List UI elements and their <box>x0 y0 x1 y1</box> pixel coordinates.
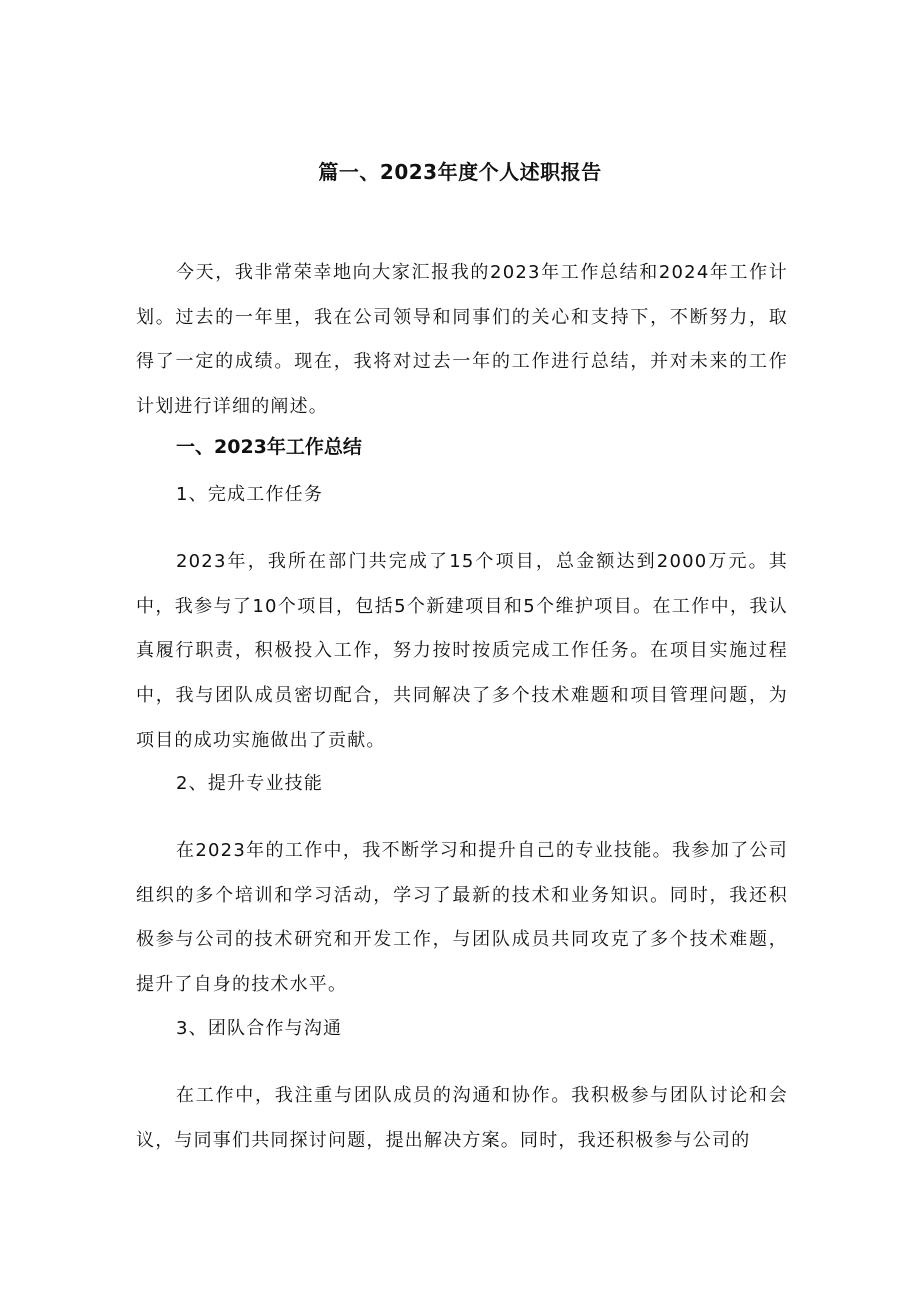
paragraph-teamwork: 在工作中，我注重与团队成员的沟通和协作。我积极参与团队讨论和会议，与同事们共同探讨问题，提出解决方案。同时，我还积极参与公司的 <box>136 1085 788 1151</box>
document-title: 篇一、2023年度个人述职报告 <box>318 160 602 184</box>
paragraph-improve-skills: 在2023年的工作中，我不断学习和提升自己的专业技能。我参加了公司组织的多个培训和学习活动，学习了最新的技术和业务知识。同时，我还积极参与公司的技术研究和开发工作，与团队成员共同攻克了多个技术难题，提升了自身的技术水平。 <box>136 840 788 996</box>
paragraph-complete-tasks: 2023年，我所在部门共完成了15个项目，总金额达到2000万元。其中，我参与了10个项目，包括5个新建项目和5个维护项目。在工作中，我认真履行职责，积极投入工作，努力按时按质完成工作任务。在项目实施过程中，我与团队成员密切配合，共同解决了多个技术难题和项目管理问题，为项目的成功实施做出了贡献。 <box>136 551 788 751</box>
intro-paragraph: 今天，我非常荣幸地向大家汇报我的2023年工作总结和2024年工作计划。过去的一年里，我在公司领导和同事们的关心和支持下，不断努力，取得了一定的成绩。现在，我将对过去一年的工作进行总结，并对未来的工作计划进行详细的阐述。 <box>136 262 788 418</box>
subheading-teamwork: 3、团队合作与沟通 <box>176 1018 343 1039</box>
subheading-improve-skills: 2、提升专业技能 <box>176 773 324 794</box>
subheading-complete-tasks: 1、完成工作任务 <box>176 484 324 505</box>
section-heading-summary: 一、2023年工作总结 <box>176 436 362 458</box>
